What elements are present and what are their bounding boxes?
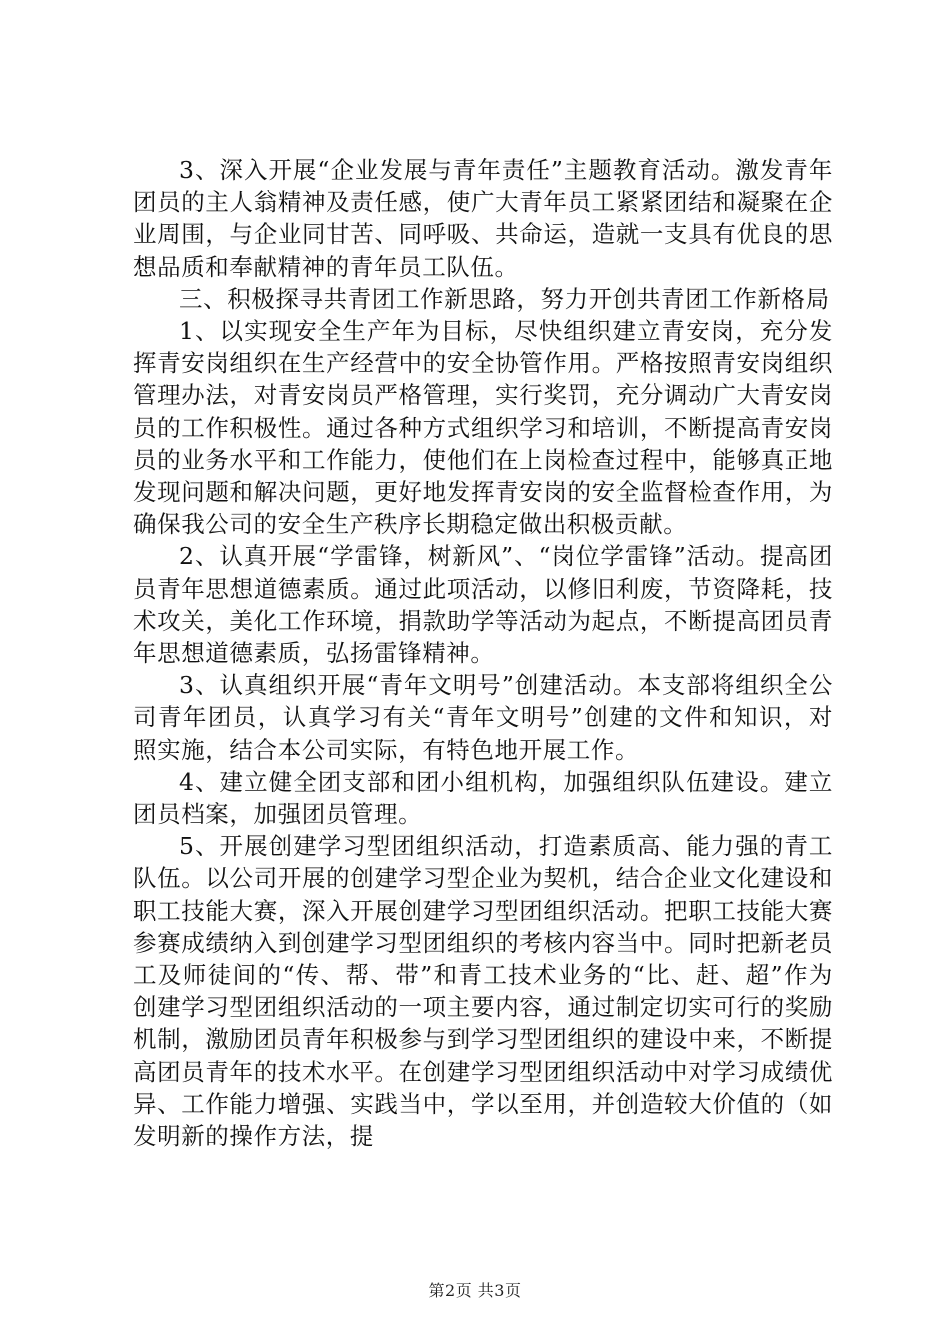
page-footer: 第2页 共3页: [428, 1281, 522, 1300]
paragraph-item-3-civilization: 3、认真组织开展“青年文明号”创建活动。本支部将组织全公司青年团员，认真学习有关“青年文明号”创建的文件和知识，对照实施，结合本公司实际，有特色地开展工作。: [133, 671, 833, 764]
paragraph-item-2-lei-feng: 2、认真开展“学雷锋，树新风”、“岗位学雷锋”活动。提高团员青年思想道德素质。通过此项活动，以修旧利废，节资降耗，技术攻关，美化工作环境，捐款助学等活动为起点，不断提高团员青年思想道德素质，弘扬雷锋精神。: [133, 542, 833, 668]
document-body: [133, 154, 833, 1152]
paragraph-item-3-education: 3、深入开展“企业发展与青年责任”主题教育活动。激发青年团员的主人翁精神及责任感，使广大青年员工紧紧团结和凝聚在企业周围，与企业同甘苦、同呼吸、共命运，造就一支具有优良的思想品质和奉献精神的青年员工队伍。: [133, 156, 833, 281]
paragraph-item-1-safety: 1、以实现安全生产年为目标，尽快组织建立青安岗，充分发挥青安岗组织在生产经营中的安全协管作用。严格按照青安岗组织管理办法，对青安岗员严格管理，实行奖罚，充分调动广大青安岗员的工作积极性。通过各种方式组织学习和培训，不断提高青安岗员的业务水平和工作能力，使他们在上岗检查过程中，能够真正地发现问题和解决问题，更好地发挥青安岗的安全监督检查作用，为确保我公司的安全生产秩序长期稳定做出积极贡献。: [133, 317, 833, 539]
section-heading-three: 三、积极探寻共青团工作新思路，努力开创共青团工作新格局: [179, 284, 830, 313]
paragraph-item-5-learning: 5、开展创建学习型团组织活动，打造素质高、能力强的青工队伍。以公司开展的创建学习型企业为契机，结合企业文化建设和职工技能大赛，深入开展创建学习型团组织活动。把职工技能大赛参赛成绩纳入到创建学习型团组织的考核内容当中。同时把新老员工及师徒间的“传、帮、带”和青工技术业务的“比、赶、超”作为创建学习型团组织活动的一项主要内容，通过制定切实可行的奖励机制，激励团员青年积极参与到学习型团组织的建设中来，不断提高团员青年的技术水平。在创建学习型团组织活动中对学习成绩优异、工作能力增强、实践当中，学以至用，并创造较大价值的（如发明新的操作方法，提: [133, 832, 833, 1151]
paragraph-item-4-organization: 4、建立健全团支部和团小组机构，加强组织队伍建设。建立团员档案，加强团员管理。: [133, 767, 833, 829]
